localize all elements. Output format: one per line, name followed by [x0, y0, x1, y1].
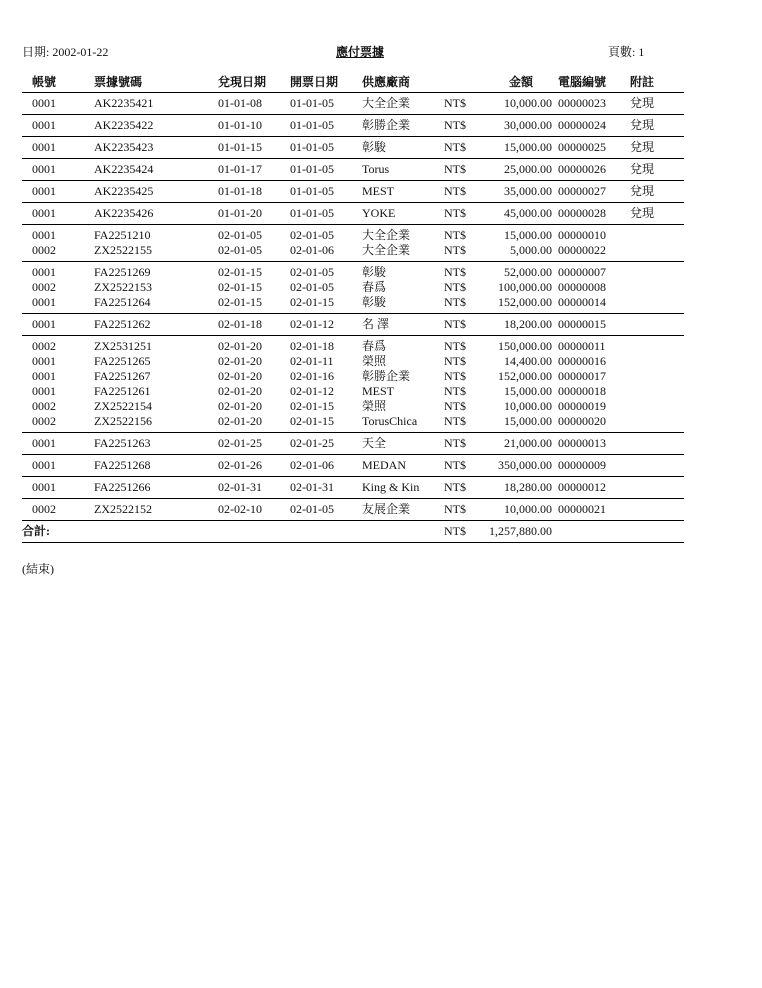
cell-amount: 350,000.00 — [484, 455, 558, 477]
cell-issue-date: 02-01-05 — [290, 499, 362, 521]
cell-supplier: 天全 — [362, 433, 444, 455]
cell-due-date: 02-01-20 — [218, 384, 262, 398]
cell-issue-date: 01-01-05 — [290, 137, 362, 159]
cell-due-date: 02-01-05 — [218, 243, 290, 262]
table-row — [22, 384, 684, 399]
cell-due-date: 01-01-15 — [218, 137, 290, 159]
cell-due-date: 02-01-20 — [218, 369, 262, 383]
cell-note-number: FA2251269 — [94, 265, 151, 279]
cell-due-date: 02-01-15 — [218, 280, 262, 294]
cell-amount: 100,000.00 — [498, 280, 552, 294]
table-row — [22, 369, 684, 384]
cell-supplier: 榮照 — [362, 399, 387, 413]
cell-currency: NT$ — [444, 433, 484, 455]
cell-computer-number: 00000022 — [558, 243, 630, 262]
cell-supplier: 名 澤 — [362, 314, 444, 336]
cell-amount: 152,000.00 — [484, 295, 558, 314]
cell-remark: 兌現 — [630, 203, 684, 225]
cell-issue-date: 02-01-12 — [290, 314, 362, 336]
cell-note-number: ZX2522152 — [94, 499, 218, 521]
cell-issue-date: 01-01-05 — [290, 181, 362, 203]
report-title: 應付票據 — [336, 45, 385, 59]
cell-account: 0001 — [32, 384, 56, 398]
cell-note-number: AK2235426 — [94, 203, 218, 225]
col-header-remark: 附註 — [630, 70, 684, 93]
cell-computer-number: 00000028 — [558, 203, 630, 225]
cell-note-number: ZX2522153 — [94, 280, 152, 294]
col-header-currency — [444, 70, 484, 93]
total-currency: NT$ — [444, 521, 484, 543]
cell-computer-number: 00000016 — [558, 354, 606, 368]
total-row — [22, 521, 684, 543]
table-row — [22, 455, 684, 477]
cell-account: 0002 — [32, 280, 56, 294]
cell-supplier: 大全企業 — [362, 93, 444, 115]
cell-supplier: 榮照 — [362, 354, 387, 368]
cell-due-date: 02-01-18 — [218, 314, 290, 336]
cell-currency: NT$ — [444, 203, 484, 225]
table-row — [22, 295, 684, 314]
cell-due-date: 01-01-10 — [218, 115, 290, 137]
table-row — [22, 414, 684, 433]
cell-issue-date: 01-01-05 — [290, 159, 362, 181]
table-row — [22, 499, 684, 521]
cell-computer-number: 00000019 — [558, 399, 606, 413]
table-body — [22, 93, 684, 521]
col-header-account: 帳號 — [22, 70, 94, 93]
cell-remark: 兌現 — [630, 93, 684, 115]
table-row — [22, 225, 684, 244]
cell-issue-date: 02-01-15 — [290, 295, 362, 314]
cell-remark — [630, 262, 684, 281]
table-row — [22, 433, 684, 455]
total-label: 合計: — [22, 521, 94, 543]
table-row — [22, 477, 684, 499]
cell-remark — [630, 369, 684, 384]
cell-supplier: MEST — [362, 181, 444, 203]
cell-due-date: 02-01-20 — [218, 339, 262, 353]
cell-amount: 25,000.00 — [484, 159, 558, 181]
cell-computer-number: 00000017 — [558, 369, 606, 383]
cell-note-number: FA2251266 — [94, 477, 218, 499]
cell-supplier: MEST — [362, 384, 395, 398]
cell-due-date: 02-01-31 — [218, 477, 290, 499]
cell-issue-date: 02-01-11 — [290, 354, 334, 368]
cell-note-number: AK2235425 — [94, 181, 218, 203]
cell-amount: 15,000.00 — [484, 414, 558, 433]
cell-account: 0001 — [22, 295, 94, 314]
cell-issue-date: 02-01-18 — [290, 339, 334, 353]
cell-remark — [630, 499, 684, 521]
cell-computer-number: 00000012 — [558, 477, 630, 499]
table-row — [22, 399, 684, 414]
cell-due-date: 02-01-15 — [218, 295, 290, 314]
cell-amount: 21,000.00 — [484, 433, 558, 455]
table-row — [22, 262, 684, 281]
cell-note-number: AK2235423 — [94, 137, 218, 159]
cell-remark — [630, 314, 684, 336]
cell-remark: 兌現 — [630, 137, 684, 159]
cell-currency: NT$ — [444, 181, 484, 203]
cell-due-date: 02-01-26 — [218, 455, 290, 477]
cell-amount: 15,000.00 — [484, 137, 558, 159]
cell-remark — [630, 414, 684, 433]
col-header-issue-date: 開票日期 — [290, 70, 362, 93]
cell-supplier: 彰勝企業 — [362, 369, 411, 383]
cell-amount: 5,000.00 — [484, 243, 558, 262]
table-row — [22, 354, 684, 369]
cell-computer-number: 00000009 — [558, 455, 630, 477]
cell-note-number: FA2251261 — [94, 384, 151, 398]
cell-issue-date: 02-01-12 — [290, 384, 334, 398]
cell-remark — [630, 354, 684, 369]
cell-amount: 45,000.00 — [484, 203, 558, 225]
cell-currency: NT$ — [444, 115, 484, 137]
col-header-note-number: 票據號碼 — [94, 70, 218, 93]
cell-issue-date: 01-01-05 — [290, 115, 362, 137]
cell-computer-number: 00000014 — [558, 295, 630, 314]
cell-account: 0001 — [22, 159, 94, 181]
cell-computer-number: 00000018 — [558, 384, 606, 398]
cell-note-number: ZX2522155 — [94, 243, 218, 262]
cell-note-number: FA2251267 — [94, 369, 151, 383]
cell-note-number: AK2235421 — [94, 93, 218, 115]
table-row — [22, 181, 684, 203]
cell-account: 0001 — [22, 314, 94, 336]
cell-account: 0002 — [22, 243, 94, 262]
cell-issue-date: 02-01-05 — [290, 228, 334, 242]
cell-currency: NT$ — [444, 414, 484, 433]
col-header-computer-number: 電腦編號 — [558, 70, 630, 93]
cell-note-number: ZX2522154 — [94, 399, 152, 413]
cell-currency: NT$ — [444, 243, 484, 262]
cell-account: 0001 — [22, 115, 94, 137]
table-row — [22, 115, 684, 137]
cell-issue-date: 02-01-16 — [290, 369, 334, 383]
cell-account: 0001 — [32, 228, 56, 242]
cell-computer-number: 00000010 — [558, 228, 606, 242]
col-header-supplier: 供應廠商 — [362, 70, 444, 93]
cell-remark: 兌現 — [630, 115, 684, 137]
col-header-due-date: 兌現日期 — [218, 70, 290, 93]
cell-supplier: 大全企業 — [362, 243, 444, 262]
cell-note-number: AK2235424 — [94, 159, 218, 181]
cell-due-date: 02-01-15 — [218, 265, 262, 279]
cell-note-number: FA2251268 — [94, 455, 218, 477]
cell-currency: NT$ — [444, 137, 484, 159]
cell-remark — [630, 295, 684, 314]
cell-remark — [630, 280, 684, 295]
cell-supplier: 彰駿 — [362, 265, 387, 279]
table-row — [22, 137, 684, 159]
notes-payable-table — [22, 70, 684, 543]
cell-computer-number: 00000011 — [558, 339, 606, 353]
cell-due-date: 02-01-05 — [218, 228, 262, 242]
total-amount: 1,257,880.00 — [484, 521, 558, 543]
cell-account: 0001 — [22, 455, 94, 477]
cell-computer-number: 00000007 — [558, 265, 606, 279]
table-row — [22, 243, 684, 262]
cell-amount: 15,000.00 — [504, 228, 552, 242]
cell-computer-number: 00000021 — [558, 499, 630, 521]
cell-amount: 15,000.00 — [504, 384, 552, 398]
cell-remark — [630, 336, 684, 355]
cell-issue-date: 02-01-06 — [290, 243, 362, 262]
cell-due-date: 02-01-20 — [218, 414, 290, 433]
cell-remark — [630, 455, 684, 477]
table-header-row — [22, 70, 684, 93]
cell-supplier: 大全企業 — [362, 228, 411, 242]
cell-account: 0001 — [22, 93, 94, 115]
cell-computer-number: 00000020 — [558, 414, 630, 433]
cell-computer-number: 00000024 — [558, 115, 630, 137]
cell-issue-date: 02-01-15 — [290, 399, 334, 413]
cell-computer-number: 00000023 — [558, 93, 630, 115]
cell-remark — [630, 225, 684, 244]
cell-computer-number: 00000015 — [558, 314, 630, 336]
cell-note-number: ZX2531251 — [94, 339, 152, 353]
cell-due-date: 02-01-25 — [218, 433, 290, 455]
cell-supplier: 春爲 — [362, 339, 387, 353]
cell-currency: NT$ — [444, 265, 466, 279]
cell-issue-date: 02-01-05 — [290, 280, 334, 294]
cell-account: 0001 — [22, 203, 94, 225]
table-row — [22, 336, 684, 355]
cell-due-date: 02-01-20 — [218, 354, 262, 368]
cell-issue-date: 02-01-15 — [290, 414, 362, 433]
cell-currency: NT$ — [444, 369, 466, 383]
table-row — [22, 159, 684, 181]
cell-due-date: 01-01-17 — [218, 159, 290, 181]
cell-note-number: FA2251210 — [94, 228, 151, 242]
cell-amount: 10,000.00 — [484, 93, 558, 115]
cell-amount: 35,000.00 — [484, 181, 558, 203]
cell-remark — [630, 433, 684, 455]
cell-due-date: 02-01-20 — [218, 399, 262, 413]
table-row — [22, 203, 684, 225]
cell-currency: NT$ — [444, 314, 484, 336]
cell-remark — [630, 243, 684, 262]
cell-account: 0001 — [32, 369, 56, 383]
report-date: 日期: 2002-01-22 — [22, 45, 109, 59]
cell-currency: NT$ — [444, 477, 484, 499]
cell-supplier: 彰駿 — [362, 295, 444, 314]
cell-computer-number: 00000025 — [558, 137, 630, 159]
cell-currency: NT$ — [444, 159, 484, 181]
cell-supplier: 彰勝企業 — [362, 115, 444, 137]
cell-remark — [630, 384, 684, 399]
cell-account: 0001 — [22, 181, 94, 203]
cell-note-number: FA2251263 — [94, 433, 218, 455]
cell-issue-date: 02-01-06 — [290, 455, 362, 477]
page-number: 頁數: 1 — [608, 45, 645, 59]
cell-supplier: King & Kin — [362, 477, 444, 499]
end-of-report-mark: (結束) — [22, 562, 54, 576]
cell-note-number: ZX2522156 — [94, 414, 218, 433]
cell-currency: NT$ — [444, 295, 484, 314]
cell-account: 0002 — [22, 499, 94, 521]
cell-note-number: FA2251265 — [94, 354, 151, 368]
cell-currency: NT$ — [444, 384, 466, 398]
cell-supplier: YOKE — [362, 203, 444, 225]
cell-amount: 30,000.00 — [484, 115, 558, 137]
cell-account: 0001 — [22, 477, 94, 499]
cell-issue-date: 01-01-05 — [290, 203, 362, 225]
cell-remark — [630, 477, 684, 499]
cell-currency: NT$ — [444, 354, 466, 368]
cell-remark: 兌現 — [630, 181, 684, 203]
table-row — [22, 280, 684, 295]
cell-amount: 52,000.00 — [504, 265, 552, 279]
cell-account: 0001 — [32, 265, 56, 279]
cell-supplier: Torus — [362, 159, 444, 181]
cell-amount: 18,200.00 — [484, 314, 558, 336]
cell-account: 0002 — [32, 339, 56, 353]
cell-currency: NT$ — [444, 455, 484, 477]
cell-currency: NT$ — [444, 93, 484, 115]
cell-due-date: 01-01-08 — [218, 93, 290, 115]
cell-computer-number: 00000027 — [558, 181, 630, 203]
cell-note-number: FA2251264 — [94, 295, 218, 314]
cell-account: 0002 — [32, 399, 56, 413]
cell-issue-date: 02-01-05 — [290, 265, 334, 279]
cell-amount: 18,280.00 — [484, 477, 558, 499]
cell-due-date: 01-01-20 — [218, 203, 290, 225]
cell-remark — [630, 399, 684, 414]
cell-amount: 10,000.00 — [484, 499, 558, 521]
cell-account: 0001 — [22, 137, 94, 159]
cell-due-date: 01-01-18 — [218, 181, 290, 203]
cell-supplier: 春爲 — [362, 280, 387, 294]
cell-currency: NT$ — [444, 499, 484, 521]
cell-supplier: MEDAN — [362, 455, 444, 477]
cell-amount: 14,400.00 — [504, 354, 552, 368]
cell-issue-date: 02-01-31 — [290, 477, 362, 499]
cell-account: 0001 — [32, 354, 56, 368]
cell-currency: NT$ — [444, 228, 466, 242]
cell-note-number: FA2251262 — [94, 314, 218, 336]
cell-account: 0001 — [22, 433, 94, 455]
cell-computer-number: 00000008 — [558, 280, 606, 294]
cell-issue-date: 02-01-25 — [290, 433, 362, 455]
cell-issue-date: 01-01-05 — [290, 93, 362, 115]
cell-computer-number: 00000026 — [558, 159, 630, 181]
cell-remark: 兌現 — [630, 159, 684, 181]
cell-supplier: 友展企業 — [362, 499, 444, 521]
cell-computer-number: 00000013 — [558, 433, 630, 455]
cell-currency: NT$ — [444, 280, 466, 294]
cell-amount: 150,000.00 — [498, 339, 552, 353]
cell-amount: 152,000.00 — [498, 369, 552, 383]
cell-account: 0002 — [22, 414, 94, 433]
col-header-amount: 金額 — [484, 70, 558, 93]
table-row — [22, 314, 684, 336]
table-row — [22, 93, 684, 115]
cell-note-number: AK2235422 — [94, 115, 218, 137]
cell-amount: 10,000.00 — [504, 399, 552, 413]
cell-supplier: TorusChica — [362, 414, 444, 433]
cell-currency: NT$ — [444, 399, 466, 413]
cell-currency: NT$ — [444, 339, 466, 353]
cell-supplier: 彰駿 — [362, 137, 444, 159]
cell-due-date: 02-02-10 — [218, 499, 290, 521]
